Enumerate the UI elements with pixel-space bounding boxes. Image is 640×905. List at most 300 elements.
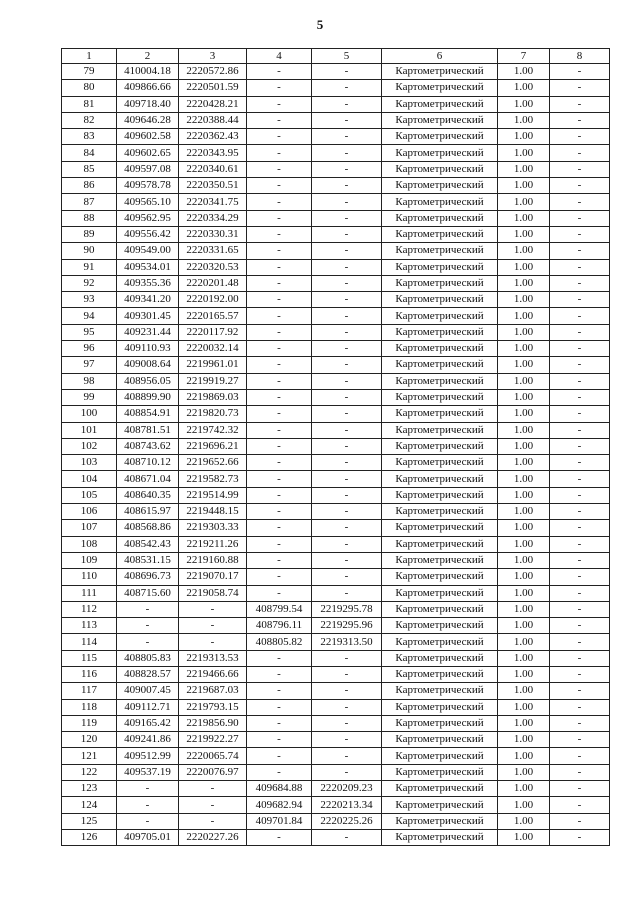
column-header: 4 — [247, 49, 312, 64]
table-cell: Картометрический — [382, 259, 498, 275]
table-cell: Картометрический — [382, 194, 498, 210]
table-cell: 1.00 — [498, 64, 550, 80]
table-cell: - — [312, 438, 382, 454]
table-cell: Картометрический — [382, 96, 498, 112]
table-row — [62, 715, 610, 731]
table-cell: 408799.54 — [247, 601, 312, 617]
table-cell: - — [247, 650, 312, 666]
table-row — [62, 829, 610, 845]
table-row — [62, 324, 610, 340]
table-cell: - — [312, 764, 382, 780]
table-cell: 104 — [62, 471, 117, 487]
table-cell: 1.00 — [498, 243, 550, 259]
table-cell: - — [247, 699, 312, 715]
coordinates-table — [61, 48, 610, 846]
table-cell: - — [312, 504, 382, 520]
table-cell: 408542.43 — [117, 536, 179, 552]
table-cell: - — [247, 243, 312, 259]
table-cell: 2219448.15 — [179, 504, 247, 520]
table-cell: 409008.64 — [117, 357, 179, 373]
table-cell: 115 — [62, 650, 117, 666]
table-cell: 2220320.53 — [179, 259, 247, 275]
table-cell: - — [550, 781, 610, 797]
table-cell: - — [247, 536, 312, 552]
table-cell: 1.00 — [498, 634, 550, 650]
table-cell: - — [247, 471, 312, 487]
table-cell: 2220201.48 — [179, 275, 247, 291]
table-row — [62, 259, 610, 275]
table-cell: 408796.11 — [247, 618, 312, 634]
table-cell: - — [247, 145, 312, 161]
table-cell: 94 — [62, 308, 117, 324]
table-row — [62, 569, 610, 585]
table-cell: - — [550, 732, 610, 748]
table-cell: 2220225.26 — [312, 813, 382, 829]
table-cell: 1.00 — [498, 536, 550, 552]
column-header: 6 — [382, 49, 498, 64]
table-row — [62, 438, 610, 454]
table-cell: Картометрический — [382, 406, 498, 422]
table-cell: - — [117, 618, 179, 634]
table-cell: 409602.58 — [117, 129, 179, 145]
table-cell: - — [550, 666, 610, 682]
table-cell: 1.00 — [498, 732, 550, 748]
table-cell: Картометрический — [382, 520, 498, 536]
table-cell: Картометрический — [382, 781, 498, 797]
table-cell: 1.00 — [498, 618, 550, 634]
table-cell: - — [550, 601, 610, 617]
table-cell: 409231.44 — [117, 324, 179, 340]
table-cell: - — [247, 259, 312, 275]
table-cell: 1.00 — [498, 341, 550, 357]
table-cell: - — [550, 422, 610, 438]
table-row — [62, 210, 610, 226]
table-cell: 98 — [62, 373, 117, 389]
table-cell: - — [550, 569, 610, 585]
table-cell: - — [247, 324, 312, 340]
table-cell: 1.00 — [498, 650, 550, 666]
table-cell: - — [550, 292, 610, 308]
table-cell: 2220213.34 — [312, 797, 382, 813]
table-cell: - — [312, 259, 382, 275]
table-cell: 2219303.33 — [179, 520, 247, 536]
table-cell: - — [312, 243, 382, 259]
table-row — [62, 487, 610, 503]
table-cell: 111 — [62, 585, 117, 601]
table-cell: 1.00 — [498, 129, 550, 145]
table-cell: - — [550, 243, 610, 259]
table-cell: 2219793.15 — [179, 699, 247, 715]
table-row — [62, 292, 610, 308]
table-cell: - — [312, 699, 382, 715]
table-cell: 2219820.73 — [179, 406, 247, 422]
table-row — [62, 178, 610, 194]
table-cell: Картометрический — [382, 112, 498, 128]
table-cell: 2219211.26 — [179, 536, 247, 552]
table-cell: 1.00 — [498, 389, 550, 405]
table-cell: - — [117, 634, 179, 650]
table-cell: - — [247, 683, 312, 699]
table-cell: 2219742.32 — [179, 422, 247, 438]
table-row — [62, 80, 610, 96]
table-cell: 1.00 — [498, 781, 550, 797]
table-cell: Картометрический — [382, 569, 498, 585]
table-cell: 117 — [62, 683, 117, 699]
table-row — [62, 781, 610, 797]
table-cell: 2220076.97 — [179, 764, 247, 780]
table-cell: 1.00 — [498, 699, 550, 715]
table-cell: 2219514.99 — [179, 487, 247, 503]
table-cell: - — [247, 552, 312, 568]
table-cell: Картометрический — [382, 748, 498, 764]
table-cell: 2220362.43 — [179, 129, 247, 145]
table-cell: 409301.45 — [117, 308, 179, 324]
table-cell: - — [247, 194, 312, 210]
table-cell: - — [550, 357, 610, 373]
table-cell: 90 — [62, 243, 117, 259]
table-cell: Картометрический — [382, 243, 498, 259]
table-cell: 408568.86 — [117, 520, 179, 536]
table-cell: 1.00 — [498, 764, 550, 780]
table-cell: - — [550, 650, 610, 666]
table-row — [62, 471, 610, 487]
table-cell: - — [179, 813, 247, 829]
table-cell: 2219058.74 — [179, 585, 247, 601]
table-cell: - — [550, 797, 610, 813]
table-cell: - — [179, 797, 247, 813]
table-cell: 91 — [62, 259, 117, 275]
table-cell: Картометрический — [382, 715, 498, 731]
table-cell: 409165.42 — [117, 715, 179, 731]
table-cell: Картометрический — [382, 618, 498, 634]
table-cell: - — [247, 732, 312, 748]
table-cell: - — [247, 275, 312, 291]
table-cell: - — [312, 80, 382, 96]
table-cell: 409556.42 — [117, 226, 179, 242]
table-row — [62, 601, 610, 617]
table-cell: 110 — [62, 569, 117, 585]
table-body — [62, 64, 610, 846]
table-cell: 1.00 — [498, 226, 550, 242]
table-cell: 1.00 — [498, 292, 550, 308]
table-cell: - — [312, 471, 382, 487]
table-cell: 79 — [62, 64, 117, 80]
table-cell: - — [550, 585, 610, 601]
table-cell: 1.00 — [498, 813, 550, 829]
table-cell: 1.00 — [498, 308, 550, 324]
table-cell: Картометрический — [382, 797, 498, 813]
table-cell: 2219582.73 — [179, 471, 247, 487]
table-cell: 1.00 — [498, 112, 550, 128]
table-cell: Картометрический — [382, 275, 498, 291]
table-cell: - — [550, 552, 610, 568]
table-cell: - — [312, 275, 382, 291]
table-cell: 89 — [62, 226, 117, 242]
table-cell: - — [312, 569, 382, 585]
table-cell: 1.00 — [498, 275, 550, 291]
table-cell: - — [550, 64, 610, 80]
table-cell: 410004.18 — [117, 64, 179, 80]
table-cell: Картометрический — [382, 487, 498, 503]
table-cell: 409866.66 — [117, 80, 179, 96]
table-cell: 1.00 — [498, 422, 550, 438]
table-cell: 88 — [62, 210, 117, 226]
table-cell: 409646.28 — [117, 112, 179, 128]
table-cell: 2220192.00 — [179, 292, 247, 308]
table-cell: 93 — [62, 292, 117, 308]
table-cell: 409112.71 — [117, 699, 179, 715]
table-cell: Картометрический — [382, 683, 498, 699]
table-cell: 114 — [62, 634, 117, 650]
table-cell: 2219696.21 — [179, 438, 247, 454]
table-cell: - — [247, 80, 312, 96]
table-cell: - — [312, 552, 382, 568]
table-row — [62, 112, 610, 128]
table-cell: 96 — [62, 341, 117, 357]
table-cell: 1.00 — [498, 455, 550, 471]
table-cell: - — [550, 259, 610, 275]
table-cell: 95 — [62, 324, 117, 340]
table-cell: - — [247, 748, 312, 764]
table-cell: 2220032.14 — [179, 341, 247, 357]
table-row — [62, 226, 610, 242]
table-row — [62, 145, 610, 161]
table-cell: - — [312, 748, 382, 764]
table-cell: - — [117, 797, 179, 813]
table-cell: - — [550, 406, 610, 422]
table-cell: - — [247, 438, 312, 454]
table-cell: 2219313.50 — [312, 634, 382, 650]
table-row — [62, 650, 610, 666]
table-cell: - — [550, 194, 610, 210]
table-cell: - — [312, 129, 382, 145]
table-cell: - — [117, 601, 179, 617]
table-row — [62, 813, 610, 829]
table-cell: - — [312, 650, 382, 666]
table-cell: - — [550, 634, 610, 650]
table-row — [62, 161, 610, 177]
table-cell: - — [550, 683, 610, 699]
table-cell: 1.00 — [498, 487, 550, 503]
table-cell: 2220388.44 — [179, 112, 247, 128]
table-cell: - — [312, 389, 382, 405]
table-cell: - — [550, 715, 610, 731]
table-row — [62, 373, 610, 389]
table-cell: 2219070.17 — [179, 569, 247, 585]
table-cell: 2220501.59 — [179, 80, 247, 96]
table-row — [62, 406, 610, 422]
table-cell: - — [247, 129, 312, 145]
table-row — [62, 585, 610, 601]
table-row — [62, 129, 610, 145]
table-cell: Картометрический — [382, 129, 498, 145]
table-cell: - — [312, 373, 382, 389]
table-cell: Картометрический — [382, 536, 498, 552]
table-cell: - — [550, 210, 610, 226]
table-cell: - — [179, 781, 247, 797]
table-cell: 409537.19 — [117, 764, 179, 780]
table-cell: - — [550, 504, 610, 520]
table-cell: 121 — [62, 748, 117, 764]
column-header: 3 — [179, 49, 247, 64]
table-row — [62, 422, 610, 438]
table-cell: 2219922.27 — [179, 732, 247, 748]
table-cell: - — [247, 715, 312, 731]
table-cell: - — [550, 161, 610, 177]
table-cell: 408956.05 — [117, 373, 179, 389]
table-cell: - — [550, 699, 610, 715]
table-cell: - — [550, 618, 610, 634]
table-cell: 1.00 — [498, 829, 550, 845]
table-cell: Картометрический — [382, 292, 498, 308]
table-cell: - — [312, 666, 382, 682]
table-cell: - — [312, 455, 382, 471]
table-cell: - — [550, 764, 610, 780]
table-cell: - — [312, 715, 382, 731]
table-cell: - — [247, 764, 312, 780]
table-cell: 100 — [62, 406, 117, 422]
table-row — [62, 764, 610, 780]
table-cell: 2219856.90 — [179, 715, 247, 731]
table-cell: 408715.60 — [117, 585, 179, 601]
table-cell: - — [550, 129, 610, 145]
table-cell: Картометрический — [382, 585, 498, 601]
table-cell: 116 — [62, 666, 117, 682]
table-row — [62, 308, 610, 324]
table-cell: 409549.00 — [117, 243, 179, 259]
table-cell: Картометрический — [382, 226, 498, 242]
table-cell: 1.00 — [498, 80, 550, 96]
table-cell: 2220334.29 — [179, 210, 247, 226]
table-cell: 92 — [62, 275, 117, 291]
table-cell: Картометрический — [382, 64, 498, 80]
table-cell: - — [117, 781, 179, 797]
table-cell: Картометрический — [382, 373, 498, 389]
table-cell: - — [550, 829, 610, 845]
table-cell: 2219295.96 — [312, 618, 382, 634]
table-cell: - — [312, 422, 382, 438]
table-cell: 409701.84 — [247, 813, 312, 829]
table-cell: Картометрический — [382, 357, 498, 373]
table-cell: - — [312, 520, 382, 536]
table-cell: 101 — [62, 422, 117, 438]
table-cell: - — [247, 226, 312, 242]
table-cell: 409110.93 — [117, 341, 179, 357]
table-cell: 2220350.51 — [179, 178, 247, 194]
table-row — [62, 194, 610, 210]
table-cell: 408696.73 — [117, 569, 179, 585]
table-header — [62, 49, 610, 64]
table-cell: - — [312, 536, 382, 552]
table-cell: 2220340.61 — [179, 161, 247, 177]
table-cell: - — [312, 64, 382, 80]
table-cell: 2220331.65 — [179, 243, 247, 259]
column-header: 5 — [312, 49, 382, 64]
table-cell: - — [247, 487, 312, 503]
table-cell: 2220165.57 — [179, 308, 247, 324]
table-cell: - — [247, 389, 312, 405]
table-cell: - — [550, 487, 610, 503]
table-row — [62, 666, 610, 682]
table-cell: - — [247, 455, 312, 471]
table-cell: Картометрический — [382, 552, 498, 568]
table-row — [62, 748, 610, 764]
table-cell: Картометрический — [382, 210, 498, 226]
table-cell: 83 — [62, 129, 117, 145]
table-cell: 103 — [62, 455, 117, 471]
table-cell: Картометрический — [382, 178, 498, 194]
table-cell: 86 — [62, 178, 117, 194]
table-row — [62, 275, 610, 291]
table-cell: - — [247, 666, 312, 682]
table-cell: - — [312, 96, 382, 112]
table-cell: 2219869.03 — [179, 389, 247, 405]
page-number: 5 — [316, 17, 324, 32]
table-cell: 409341.20 — [117, 292, 179, 308]
table-cell: - — [550, 178, 610, 194]
table-cell: 2220330.31 — [179, 226, 247, 242]
table-cell: 1.00 — [498, 504, 550, 520]
table-cell: 1.00 — [498, 406, 550, 422]
table-cell: 409602.65 — [117, 145, 179, 161]
table-cell: - — [550, 536, 610, 552]
table-cell: 106 — [62, 504, 117, 520]
table-cell: 408671.04 — [117, 471, 179, 487]
table-row — [62, 699, 610, 715]
table-cell: Картометрический — [382, 666, 498, 682]
table-cell: 2220341.75 — [179, 194, 247, 210]
table-cell: 2220065.74 — [179, 748, 247, 764]
table-cell: 84 — [62, 145, 117, 161]
table-cell: 2219160.88 — [179, 552, 247, 568]
table-cell: 1.00 — [498, 259, 550, 275]
table-cell: - — [312, 194, 382, 210]
table-cell: Картометрический — [382, 813, 498, 829]
table-cell: 112 — [62, 601, 117, 617]
table-row — [62, 504, 610, 520]
table-cell: 409007.45 — [117, 683, 179, 699]
table-cell: Картометрический — [382, 80, 498, 96]
table-row — [62, 618, 610, 634]
table-cell: - — [247, 829, 312, 845]
table-cell: Картометрический — [382, 341, 498, 357]
table-cell: - — [550, 373, 610, 389]
table-cell: - — [312, 732, 382, 748]
table-cell: - — [312, 308, 382, 324]
table-cell: 99 — [62, 389, 117, 405]
table-cell: Картометрический — [382, 634, 498, 650]
table-cell: - — [312, 406, 382, 422]
table-cell: - — [312, 324, 382, 340]
table-cell: 1.00 — [498, 438, 550, 454]
table-cell: - — [550, 455, 610, 471]
table-cell: - — [312, 161, 382, 177]
table-cell: 1.00 — [498, 194, 550, 210]
table-row — [62, 455, 610, 471]
table-cell: - — [247, 341, 312, 357]
table-cell: - — [550, 438, 610, 454]
table-cell: - — [312, 112, 382, 128]
table-cell: - — [312, 487, 382, 503]
table-cell: Картометрический — [382, 145, 498, 161]
table-cell: - — [550, 341, 610, 357]
table-row — [62, 634, 610, 650]
column-header: 7 — [498, 49, 550, 64]
table-cell: - — [179, 601, 247, 617]
table-cell: 109 — [62, 552, 117, 568]
table-cell: - — [550, 275, 610, 291]
table-cell: - — [550, 145, 610, 161]
